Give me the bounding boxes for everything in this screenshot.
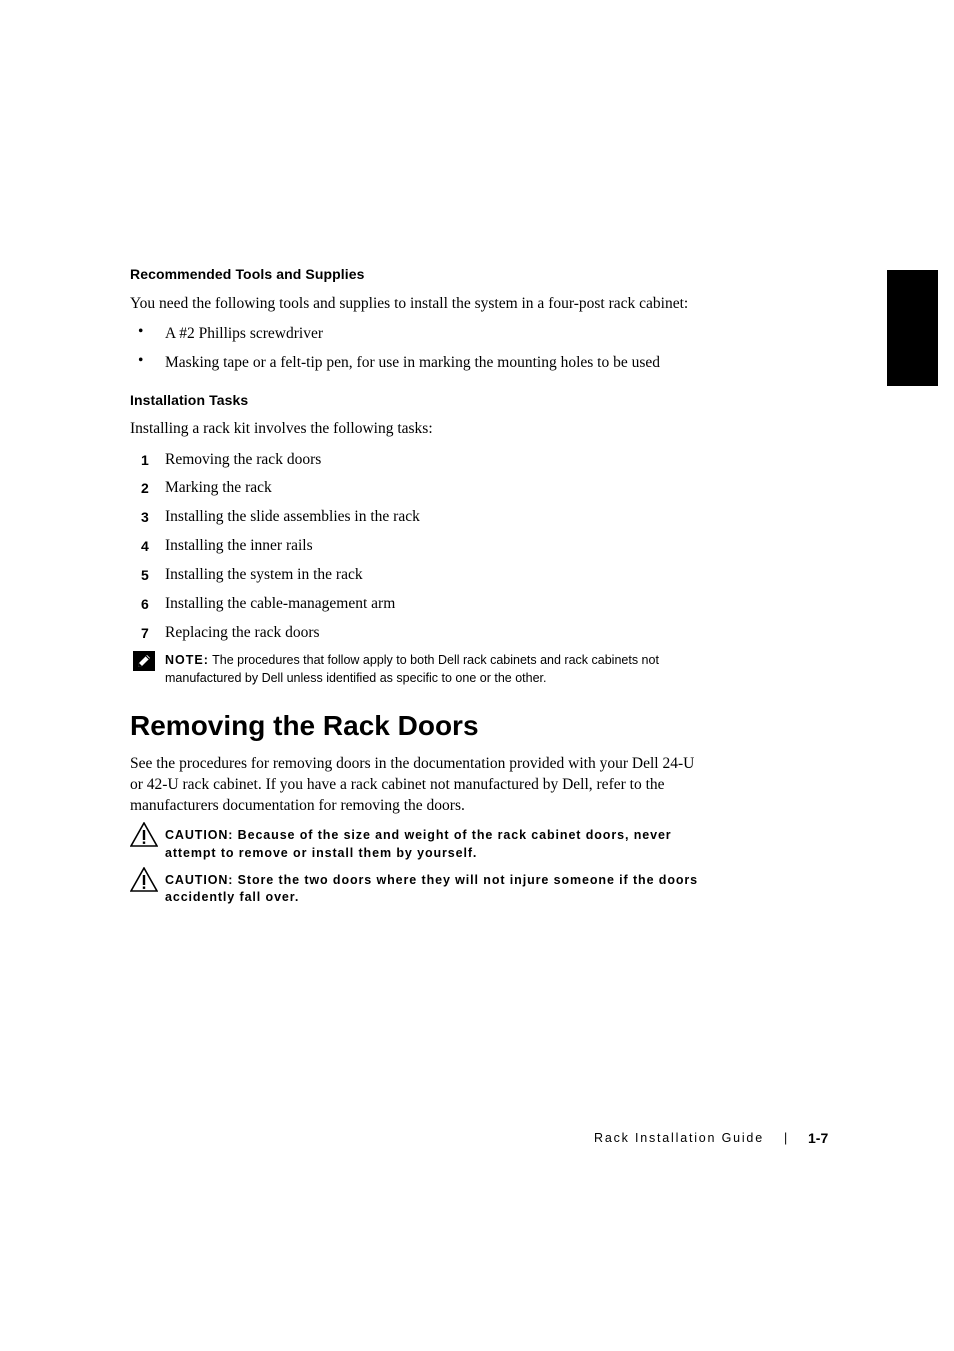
caution-1-line-2: attempt to remove or install them by yourself. [165,846,478,860]
step-text: Installing the system in the rack [165,566,363,583]
note-line-2: manufactured by Dell unless identified as specific to one or the other. [165,671,547,685]
removing-para-line-1: See the procedures for removing doors in the documentation provided with your Dell 24-U [130,755,695,772]
step-number: 7 [141,625,149,641]
footer-page-number: 1-7 [808,1130,829,1146]
removing-heading: Removing the Rack Doors [130,710,479,741]
footer-separator: | [784,1131,788,1145]
step-number: 4 [141,538,149,554]
bullet-2: • [138,352,144,369]
tools-heading: Recommended Tools and Supplies [130,266,365,282]
caution-1-line-1: CAUTION: Because of the size and weight of the rack cabinet doors, never [165,828,672,842]
note-pencil-icon [133,651,155,671]
caution-2-line-1: CAUTION: Store the two doors where they will not injure someone if the doors [165,873,699,887]
tools-item-2: Masking tape or a felt-tip pen, for use in marking the mounting holes to be used [165,354,661,371]
bullet-1: • [138,323,144,340]
step-number: 1 [141,452,149,468]
tools-item-1: A #2 Phillips screwdriver [165,325,323,342]
step-number: 2 [141,480,149,496]
tools-intro: You need the following tools and supplies to install the system in a four-post rack cabinet: [130,295,689,312]
caution-icon [130,822,158,847]
caution-2-line-2: accidently fall over. [165,890,300,904]
step-number: 6 [141,596,149,612]
step-number: 5 [141,567,149,583]
footer-title: Rack Installation Guide [594,1131,764,1145]
note-line-1: NOTE: The procedures that follow apply to both Dell rack cabinets and rack cabinets not [165,653,659,667]
tasks-intro: Installing a rack kit involves the following tasks: [130,420,433,437]
step-text: Installing the slide assemblies in the rack [165,508,420,525]
step-number: 3 [141,509,149,525]
note-label: NOTE: [165,653,209,667]
step-text: Installing the cable-management arm [165,595,396,612]
step-text: Marking the rack [165,479,272,496]
tasks-heading: Installation Tasks [130,392,249,408]
step-text: Removing the rack doors [165,451,322,468]
removing-para-line-3: manufacturers documentation for removing the doors. [130,797,465,814]
chapter-tab-marker [887,270,938,386]
caution-icon [130,867,158,892]
step-text: Installing the inner rails [165,537,313,554]
removing-para-line-2: or 42-U rack cabinet. If you have a rack cabinet not manufactured by Dell, refer to the [130,776,665,793]
step-text: Replacing the rack doors [165,624,320,641]
